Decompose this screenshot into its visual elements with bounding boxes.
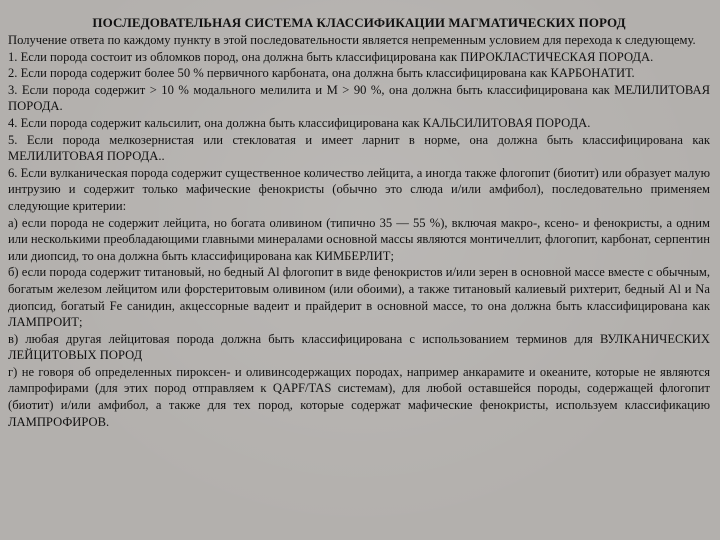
rule-3-paragraph: 3. Если порода содержит > 10 % модального мелилита и M > 90 %, она должна быть классифицирована как МЕЛИЛИТОВАЯ ПОРОДА.	[8, 82, 710, 114]
criterion-b-paragraph: б) если порода содержит титановый, но бедный Al флогопит в виде фенокристов и/или зерен в основной массе вместе с обычным, богатым железом лейцитом или форстеритовым оливином (или обоими), а также титановый калиевый рихтерит, бедный Al и Na диопсид, богатый Fe санидин, акцессорные вадеит и прайдерит в основной массе, то она должна быть классифицирована как ЛАМПРОИТ;	[8, 265, 710, 330]
rule-1-paragraph: 1. Если порода состоит из обломков пород, она должна быть классифицирована как ПИРОКЛАСТИЧЕСКАЯ ПОРОДА.	[8, 49, 654, 64]
criterion-g-paragraph: г) не говоря об определенных пироксен- и оливинсодержащих породах, например анкарамите и океаните, которые не являются лампрофирами (для этих пород отправляем к QAPF/TAS системам), для любой оставшейся породы, содержащей флогопит (биотит) и/или амфибол, а также для тех пород, которые содержат мафические фенокристы, используем классификацию ЛАМПРОФИРОВ.	[8, 364, 710, 429]
page-title: ПОСЛЕДОВАТЕЛЬНАЯ СИСТЕМА КЛАССИФИКАЦИИ МАГМАТИЧЕСКИХ ПОРОД	[92, 15, 626, 30]
criterion-a-paragraph: а) если порода не содержит лейцита, но богата оливином (типично 35 — 55 %), включая макро-, ксено- и фенокристы, а одним или несколькими преобладающими главными минералами основной массы являются монтичеллит, флогопит, карбонат, серпентин или диопсид, то она должна быть классифицирована как КИМБЕРЛИТ;	[8, 215, 711, 263]
criterion-v-paragraph: в) любая другая лейцитовая порода должна быть классифицирована с использованием терминов для ВУЛКАНИЧЕСКИХ ЛЕЙЦИТОВЫХ ПОРОД	[8, 331, 710, 363]
rule-2-paragraph: 2. Если порода содержит более 50 % первичного карбоната, она должна быть классифицирована как КАРБОНАТИТ.	[8, 66, 635, 81]
rule-6-paragraph: 6. Если вулканическая порода содержит существенное количество лейцита, а иногда также флогопит (биотит) или образует малую интрузию и содержит только мафические фенокристы (обычно это слюда и/или амфибол), последовательно применяем следующие критерии:	[8, 165, 710, 213]
intro-paragraph: Получение ответа по каждому пункту в этой последовательности является непременным условием для перехода к следующему.	[8, 33, 696, 47]
rule-4-paragraph: 4. Если порода содержит кальсилит, она должна быть классифицирована как КАЛЬСИЛИТОВАЯ ПОРОДА.	[8, 115, 591, 130]
rule-5-paragraph: 5. Если порода мелкозернистая или стекловатая и имеет ларнит в норме, она должна быть классифицирована как МЕЛИЛИТОВАЯ ПОРОДА..	[8, 132, 710, 164]
